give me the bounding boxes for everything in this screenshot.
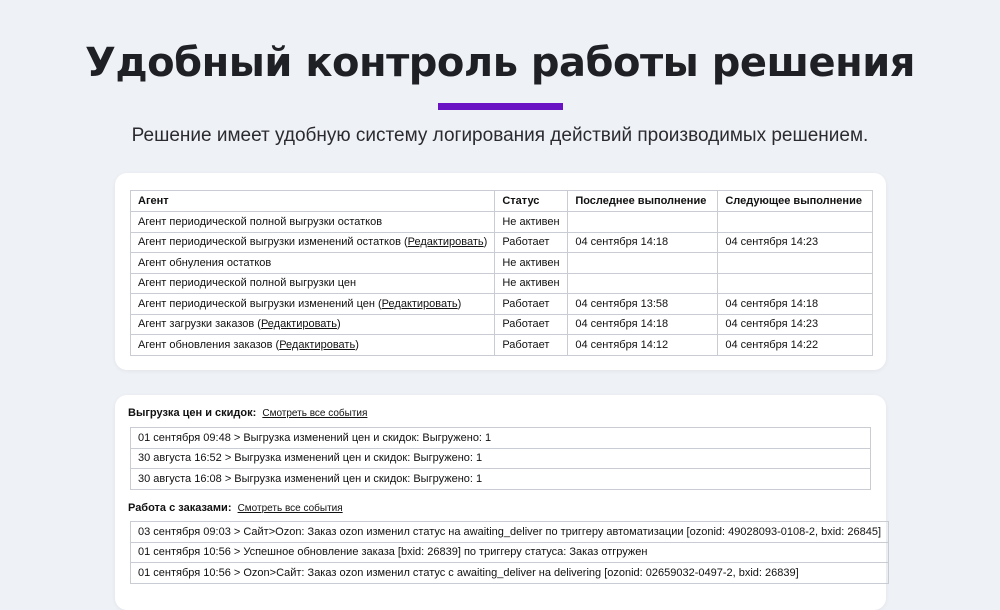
list-item <box>131 542 889 563</box>
agent-last-run <box>568 253 718 274</box>
agent-next-run <box>718 212 873 233</box>
prices-log-table <box>130 427 871 490</box>
agent-name: Агент обнуления остатков <box>138 256 272 269</box>
agent-last-run: 04 сентября 14:18 <box>568 232 718 253</box>
list-item <box>131 448 871 469</box>
table-row <box>131 253 873 274</box>
title-accent-bar <box>438 103 563 110</box>
agent-next-run: 04 сентября 14:22 <box>718 335 873 356</box>
agent-name: Агент периодической полной выгрузки остатков <box>138 215 383 228</box>
table-row <box>131 273 873 294</box>
orders-log-table <box>130 521 889 584</box>
agent-next-run <box>718 253 873 274</box>
agent-status: Не активен <box>495 253 568 274</box>
agent-last-run: 04 сентября 14:12 <box>568 335 718 356</box>
agent-name: Агент периодической выгрузки изменений цен <box>138 297 375 310</box>
agent-next-run: 04 сентября 14:18 <box>718 294 873 315</box>
agent-last-run: 04 сентября 14:18 <box>568 314 718 335</box>
edit-agent-link[interactable]: Редактировать <box>407 236 484 249</box>
table-row <box>131 232 873 253</box>
log-entry: 01 сентября 10:56 > Успешное обновление заказа [bxid: 26839] по триггеру статуса: Заказ отгружен <box>131 542 889 563</box>
agent-name: Агент периодической полной выгрузки цен <box>138 277 357 290</box>
agent-name: Агент периодической выгрузки изменений остатков <box>138 236 401 249</box>
agent-status: Работает <box>495 232 568 253</box>
prices-log-heading <box>128 407 367 419</box>
orders-log-title: Работа с заказами: <box>128 502 232 514</box>
agent-next-run <box>718 273 873 294</box>
orders-see-all-link[interactable]: Смотреть все события <box>237 503 343 514</box>
list-item <box>131 469 871 490</box>
column-header-next-run: Следующее выполнение <box>718 191 873 212</box>
agents-card <box>115 173 886 370</box>
agent-status: Не активен <box>495 273 568 294</box>
agent-name-cell: Агент периодической выгрузки изменений цен (Редактировать) <box>131 294 495 315</box>
log-entry: 01 сентября 09:48 > Выгрузка изменений цен и скидок: Выгружено: 1 <box>131 428 871 449</box>
edit-agent-link[interactable]: Редактировать <box>279 338 356 351</box>
agents-table <box>130 190 873 356</box>
log-entry: 30 августа 16:08 > Выгрузка изменений цен и скидок: Выгружено: 1 <box>131 469 871 490</box>
agent-last-run: 04 сентября 13:58 <box>568 294 718 315</box>
log-entry: 01 сентября 10:56 > Ozon>Сайт: Заказ ozon изменил статус с awaiting_deliver на delivering [ozonid: 02659032-0497-2, bxid: 26839] <box>131 563 889 584</box>
agent-status: Работает <box>495 314 568 335</box>
column-header-status: Статус <box>495 191 568 212</box>
log-entry: 03 сентября 09:03 > Сайт>Ozon: Заказ ozon изменил статус на awaiting_deliver по триггеру автоматизации [ozonid: 49028093-0108-2, bxid: 26845] <box>131 522 889 543</box>
prices-log-title: Выгрузка цен и скидок: <box>128 407 257 419</box>
agent-next-run: 04 сентября 14:23 <box>718 314 873 335</box>
agent-last-run <box>568 212 718 233</box>
agent-status: Не активен <box>495 212 568 233</box>
agents-table-header <box>131 191 873 212</box>
agent-name-cell <box>131 212 495 233</box>
table-row <box>131 335 873 356</box>
agents-table-body <box>131 212 873 356</box>
edit-agent-link[interactable]: Редактировать <box>260 318 337 331</box>
agent-name-cell: Агент периодической выгрузки изменений остатков (Редактировать) <box>131 232 495 253</box>
edit-agent-link[interactable]: Редактировать <box>381 297 458 310</box>
log-entry: 30 августа 16:52 > Выгрузка изменений цен и скидок: Выгружено: 1 <box>131 448 871 469</box>
agent-name-cell: Агент загрузки заказов (Редактировать) <box>131 314 495 335</box>
agent-name: Агент загрузки заказов <box>138 318 255 331</box>
events-card <box>115 395 886 610</box>
table-row <box>131 314 873 335</box>
page-subtitle: Решение имеет удобную систему логирования действий производимых решением. <box>131 125 869 146</box>
list-item <box>131 428 871 449</box>
table-row <box>131 212 873 233</box>
agent-status: Работает <box>495 335 568 356</box>
orders-log-heading <box>128 502 343 514</box>
table-row <box>131 294 873 315</box>
agent-next-run: 04 сентября 14:23 <box>718 232 873 253</box>
column-header-last-run: Последнее выполнение <box>568 191 718 212</box>
agent-name-cell <box>131 273 495 294</box>
agent-name: Агент обновления заказов <box>138 338 273 351</box>
list-item <box>131 563 889 584</box>
agent-status: Работает <box>495 294 568 315</box>
agent-name-cell: Агент обновления заказов (Редактировать) <box>131 335 495 356</box>
column-header-agent: Агент <box>131 191 495 212</box>
prices-see-all-link[interactable]: Смотреть все события <box>262 408 368 419</box>
page-title: Удобный контроль работы решения <box>85 40 915 86</box>
agent-last-run <box>568 273 718 294</box>
list-item <box>131 522 889 543</box>
agent-name-cell <box>131 253 495 274</box>
